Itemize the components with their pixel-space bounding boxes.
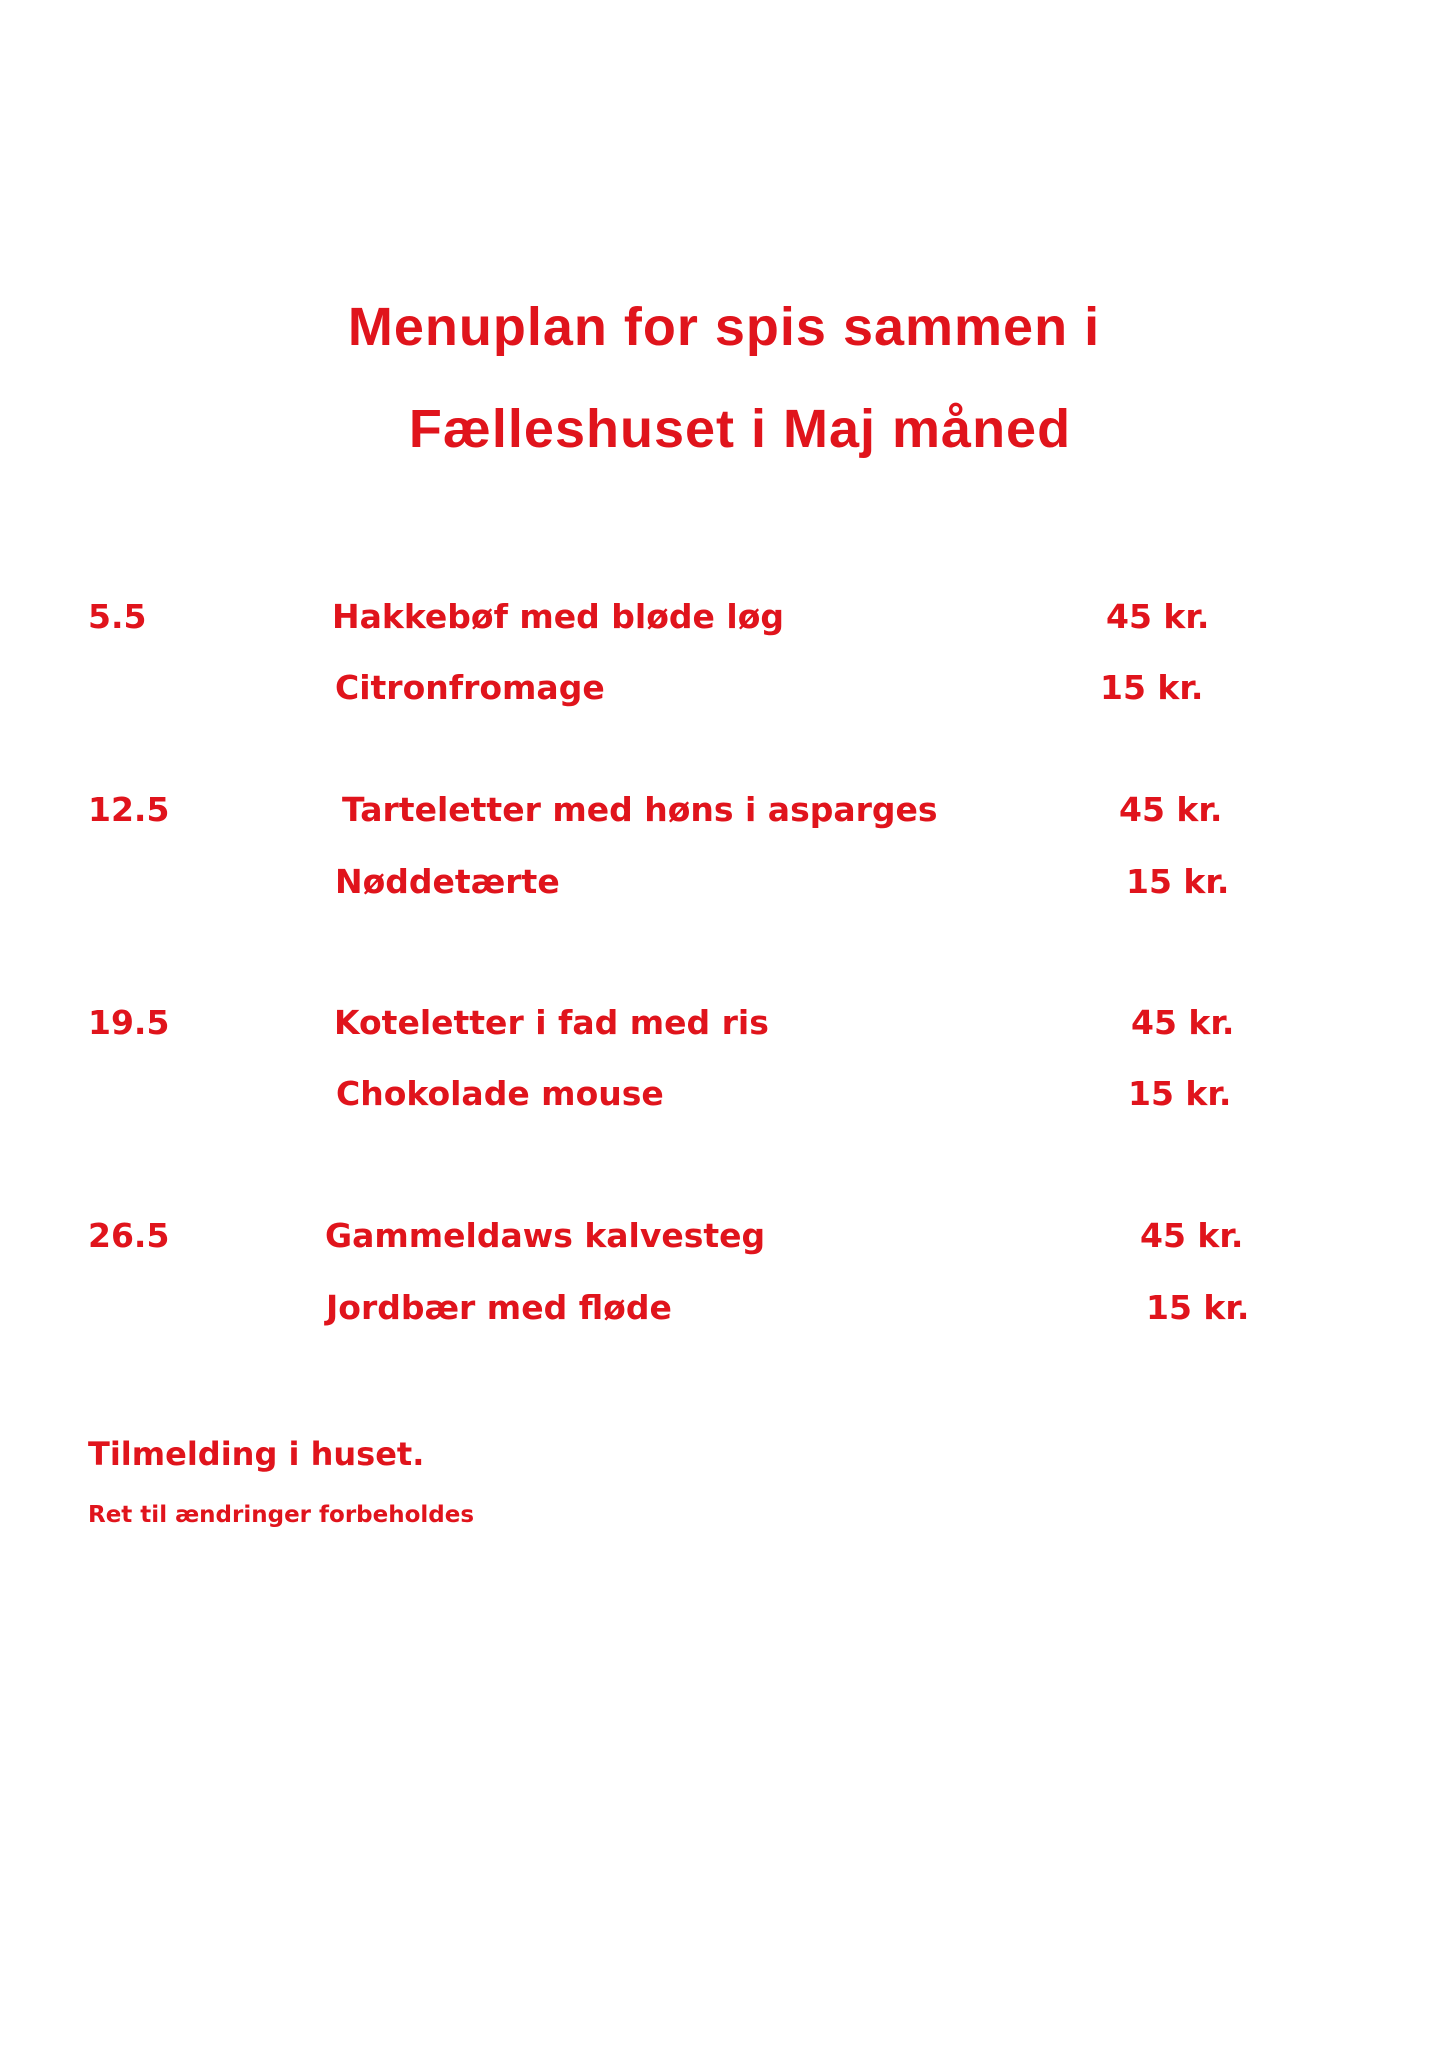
dessert: Nøddetærte xyxy=(335,862,560,901)
menu-date: 26.5 xyxy=(88,1216,170,1255)
dessert-price: 15 kr. xyxy=(1126,862,1230,901)
menu-date: 5.5 xyxy=(88,597,147,636)
page-title-line-2: Fælleshuset i Maj måned xyxy=(408,399,1072,459)
main-price: 45 kr. xyxy=(1106,597,1210,636)
dessert: Jordbær med fløde xyxy=(326,1288,672,1327)
main-price: 45 kr. xyxy=(1131,1003,1235,1042)
main-price: 45 kr. xyxy=(1140,1216,1244,1255)
dessert-price: 15 kr. xyxy=(1128,1074,1232,1113)
dessert-price: 15 kr. xyxy=(1146,1288,1250,1327)
dessert: Chokolade mouse xyxy=(336,1074,664,1113)
main-dish: Tarteletter med høns i asparges xyxy=(342,790,938,829)
page-title-line-1: Menuplan for spis sammen i xyxy=(347,297,1101,357)
main-dish: Koteletter i fad med ris xyxy=(334,1003,769,1042)
dessert-price: 15 kr. xyxy=(1100,668,1204,707)
main-dish: Gammeldaws kalvesteg xyxy=(325,1216,766,1255)
main-dish: Hakkebøf med bløde løg xyxy=(332,597,784,636)
dessert: Citronfromage xyxy=(335,668,605,707)
menu-date: 19.5 xyxy=(88,1003,170,1042)
main-price: 45 kr. xyxy=(1119,790,1223,829)
menu-date: 12.5 xyxy=(88,790,170,829)
disclaimer: Ret til ændringer forbeholdes xyxy=(88,1502,475,1528)
signup-note: Tilmelding i huset. xyxy=(88,1435,425,1473)
